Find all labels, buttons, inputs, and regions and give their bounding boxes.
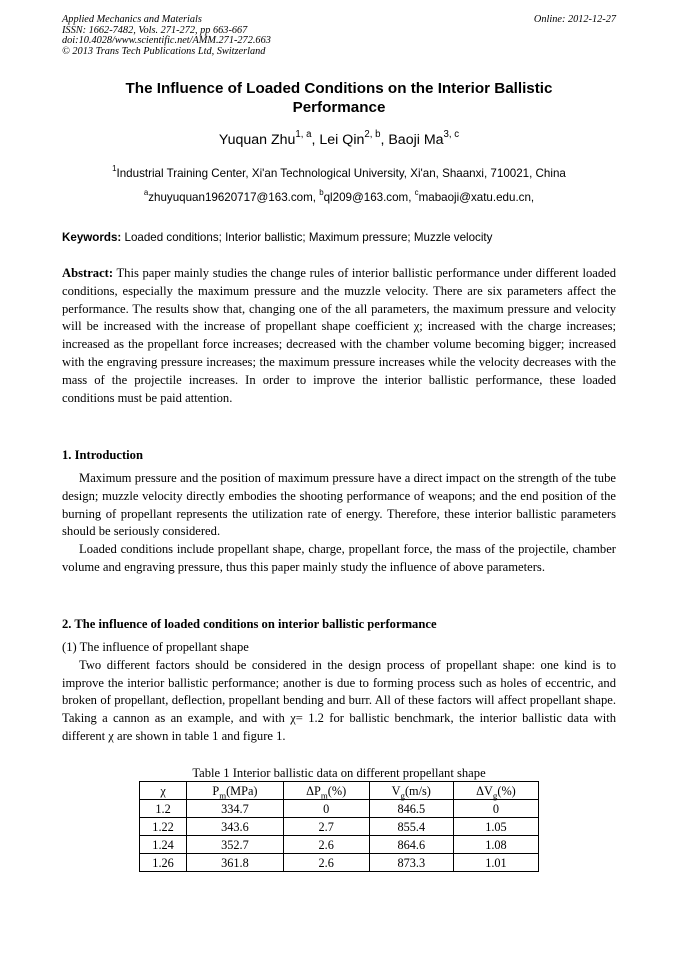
column-header: $V_g(m/s)$ <box>369 782 453 800</box>
author-name: Lei Qin <box>319 132 365 148</box>
email-mark: c <box>414 187 419 197</box>
section-heading-introduction: 1. Introduction <box>62 448 143 462</box>
data-table <box>139 781 539 872</box>
table-row <box>140 818 539 836</box>
keywords-text: Loaded conditions; Interior ballistic; Maximum pressure; Muzzle velocity <box>124 231 493 244</box>
abstract-label: Abstract: <box>62 266 114 280</box>
table-cell: 2.7 <box>283 818 369 836</box>
table-cell: 352.7 <box>187 836 284 854</box>
table-cell: 873.3 <box>369 854 453 872</box>
table-cell: 846.5 <box>369 800 453 818</box>
table-cell: 864.6 <box>369 836 453 854</box>
table-cell: 1.05 <box>453 818 538 836</box>
abstract-text: This paper mainly studies the change rules of interior ballistic performance under different loaded conditions, especially the maximum pressure and the muzzle velocity. There are six parameters affect the performance. The results show that, changing one of the all parameters, the maximum pressure and velocity will be increased with the increase of propellant shape coefficient χ; increased with the charge increases; increased as the propellant force increases; decreased with the chamber volume becoming bigger; increased with the engraving pressure increases; the maximum pressure increases while the velocity decreases with the mass of the projectile increases. In order to improve the interior ballistic performance, these loaded conditions must be paid attention. <box>62 266 617 405</box>
copyright-line: © 2013 Trans Tech Publications Ltd, Switzerland <box>62 45 266 57</box>
section-heading-loaded-conditions: 2. The influence of loaded conditions on interior ballistic performance <box>62 617 437 631</box>
table-row <box>140 854 539 872</box>
author-name: Baoji Ma <box>388 132 444 148</box>
table-cell: 1.2 <box>140 800 187 818</box>
author-affil-mark: 1, a <box>295 128 312 140</box>
email-address: zhuyuquan19620717@163.com, <box>148 191 320 204</box>
table-cell: 2.6 <box>283 836 369 854</box>
introduction-body <box>62 470 616 577</box>
paper-title <box>62 80 616 117</box>
title-line-2: Performance <box>292 98 386 116</box>
table-cell: 0 <box>283 800 369 818</box>
email-mark: a <box>143 187 149 197</box>
section-2-body <box>62 639 616 746</box>
email-tail: , <box>530 191 535 204</box>
table-cell: 1.01 <box>453 854 538 872</box>
table-cell: 1.24 <box>140 836 187 854</box>
table-cell: 855.4 <box>369 818 453 836</box>
author-affil-mark: 2, b <box>364 128 381 140</box>
paragraph: Maximum pressure and the position of maximum pressure have a direct impact on the strength of the tube design; muzzle velocity directly embodies the shooting performance of weapons; and the end position of the burning of propellant represents the utilization rate of energy. Therefore, these interior ballistic parameters should be seriously considered. <box>62 471 616 539</box>
table-cell: 1.08 <box>453 836 538 854</box>
online-date: Online: 2012-12-27 <box>533 14 616 25</box>
email-address: mabaoji@xatu.edu.cn <box>418 191 531 204</box>
table-cell: 343.6 <box>187 818 284 836</box>
paragraph: Two different factors should be considered in the design process of propellant shape: one kind is to improve the interior ballistic performance; another is due to forming process such as holes of eccentric, and broken of propellant, deflection, propellant bending and burr. All of these factors will affect propellant shape. Taking a cannon as an example, and with χ= 1.2 for ballistic benchmark, the interior ballistic data with different χ are shown in table 1 and figure 1. <box>62 657 616 743</box>
column-header: $P_m(MPa)$ <box>187 782 284 800</box>
table-cell: 1.22 <box>140 818 187 836</box>
column-header: χ <box>140 782 187 800</box>
table-cell: 361.8 <box>187 854 284 872</box>
table-cell: 334.7 <box>187 800 284 818</box>
affiliation-mark: 1 <box>112 163 117 173</box>
column-header: $\Delta V_g(\%)$ <box>453 782 538 800</box>
table-header-row <box>140 782 539 800</box>
email-list <box>62 187 616 205</box>
subsection-heading: (1) The influence of propellant shape <box>62 640 249 654</box>
author-affil-mark: 3, c <box>443 128 460 140</box>
journal-name: Applied Mechanics and Materials <box>62 14 202 25</box>
paragraph: Loaded conditions include propellant shape, charge, propellant force, the mass of the projectile, chamber volume and engraving pressure, thus this paper mainly study the influence of above parameters. <box>62 542 616 574</box>
affiliation <box>62 163 616 181</box>
abstract <box>62 265 616 407</box>
title-line-1: The Influence of Loaded Conditions on the Interior Ballistic <box>125 80 553 97</box>
table-cell: 2.6 <box>283 854 369 872</box>
table-row <box>140 836 539 854</box>
issn-line: ISSN: 1662-7482, Vols. 271-272, pp 663-667 <box>62 24 248 36</box>
affiliation-text: Industrial Training Center, Xi'an Technological University, Xi'an, Shaanxi, 710021, China <box>116 167 566 180</box>
keywords <box>62 230 616 245</box>
email-mark: b <box>319 187 324 197</box>
table-row <box>140 800 539 818</box>
table-caption: Table 1 Interior ballistic data on different propellant shape <box>192 766 486 780</box>
table-cell: 1.26 <box>140 854 187 872</box>
author-list: Yuquan Zhu$^{1, a}$, Lei Qin$^{2, b}$, Baoji Ma$^{3, c}$ <box>218 128 460 148</box>
keywords-label: Keywords: <box>62 231 122 244</box>
journal-header <box>62 15 616 57</box>
author-name: Yuquan Zhu <box>218 132 296 148</box>
email-address: ql209@163.com, <box>323 191 415 204</box>
table-cell: 0 <box>453 800 538 818</box>
column-header: $\Delta P_m(\%)$ <box>283 782 369 800</box>
doi-line: doi:10.4028/www.scientific.net/AMM.271-272.663 <box>62 35 271 47</box>
